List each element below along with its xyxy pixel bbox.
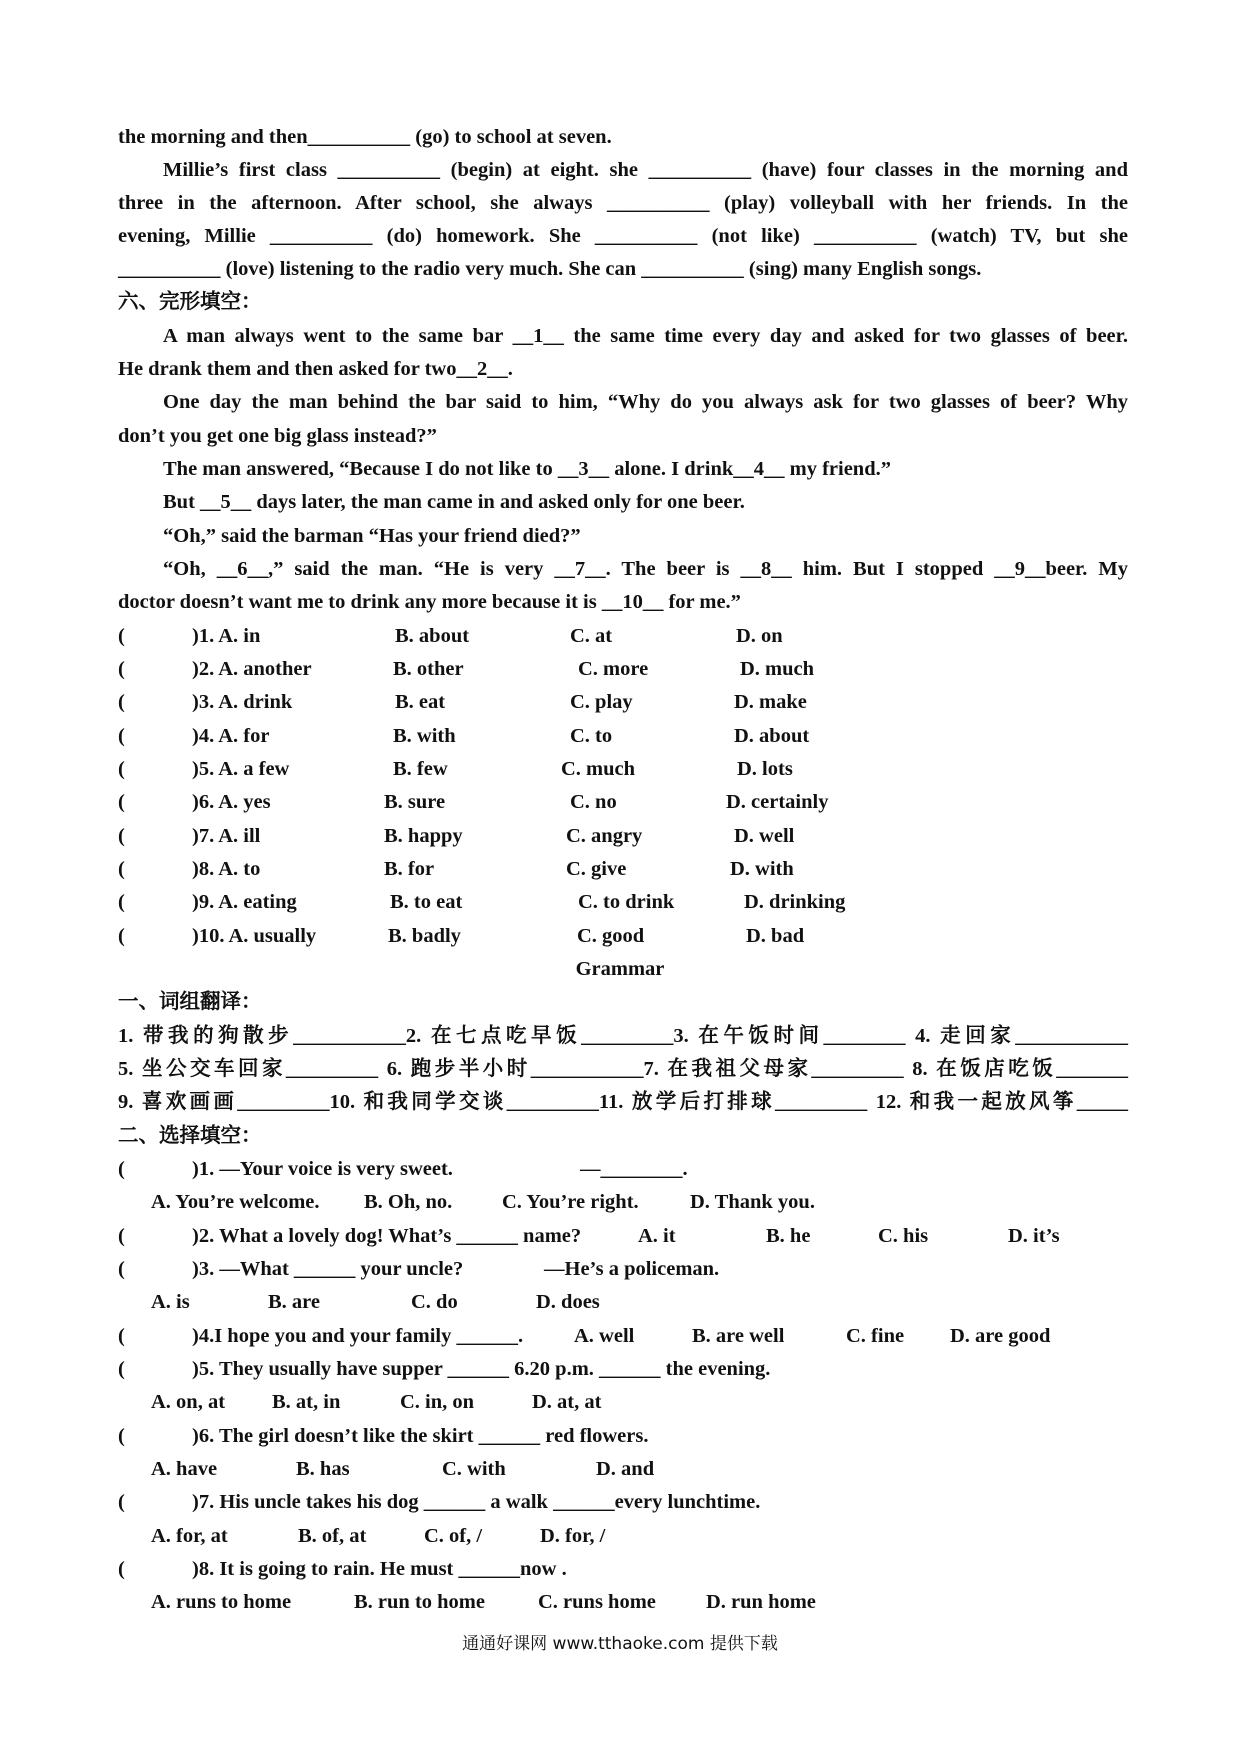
option-d: D. Thank you. xyxy=(690,1191,815,1213)
section-heading-choice: 二、选择填空： xyxy=(118,1125,262,1147)
phrase-line: 9. 喜欢画画_________10. 和我同学交谈_________11. 放学后打排球_________ 12. 和我一起放风筝_____ xyxy=(118,1091,1128,1113)
option-a: A. on, at xyxy=(151,1391,226,1413)
option-b: B. badly xyxy=(388,925,461,947)
option-c: C. angry xyxy=(566,825,643,847)
question-tail: —He’s a policeman. xyxy=(544,1258,720,1280)
option-d: D. drinking xyxy=(744,891,846,913)
cloze-line: “Oh, __6__,” said the man. “He is very __7__. The beer is __8__ him. But I stopped __9__beer. My xyxy=(163,558,1128,580)
option-a: )1. A. in xyxy=(192,625,261,647)
option-c: C. give xyxy=(566,858,627,880)
question-text: )4.I hope you and your family ______. xyxy=(192,1325,524,1347)
answer-paren: ( xyxy=(118,791,125,813)
option-d: D. it’s xyxy=(1008,1225,1060,1247)
answer-paren: ( xyxy=(118,1425,125,1447)
grammar-title: Grammar xyxy=(575,958,665,980)
question-text: )2. What a lovely dog! What’s ______ name? xyxy=(192,1225,582,1247)
question-tail: —________. xyxy=(580,1158,688,1180)
option-b: B. for xyxy=(384,858,435,880)
option-c: C. at xyxy=(570,625,613,647)
option-c: C. no xyxy=(570,791,617,813)
section-heading-phrases: 一、词组翻译： xyxy=(118,991,262,1013)
answer-paren: ( xyxy=(118,1491,125,1513)
option-d: D. are good xyxy=(950,1325,1051,1347)
option-d: D. on xyxy=(736,625,783,647)
option-c: C. You’re right. xyxy=(502,1191,639,1213)
cloze-line: A man always went to the same bar __1__ the same time every day and asked for two glasses of beer. xyxy=(163,325,1128,347)
passage-line: the morning and then__________ (go) to school at seven. xyxy=(118,126,612,148)
answer-paren: ( xyxy=(118,691,125,713)
option-b: B. are well xyxy=(692,1325,785,1347)
option-a: A. is xyxy=(151,1291,190,1313)
answer-paren: ( xyxy=(118,758,125,780)
answer-paren: ( xyxy=(118,1225,125,1247)
option-c: C. to xyxy=(570,725,613,747)
option-d: D. for, / xyxy=(540,1525,606,1547)
option-b: B. he xyxy=(766,1225,811,1247)
option-b: B. few xyxy=(393,758,448,780)
option-b: B. run to home xyxy=(354,1591,485,1613)
question-text: )1. —Your voice is very sweet. xyxy=(192,1158,453,1180)
option-d: D. certainly xyxy=(726,791,829,813)
answer-paren: ( xyxy=(118,925,125,947)
answer-paren: ( xyxy=(118,825,125,847)
question-text: )5. They usually have supper ______ 6.20 p.m. ______ the evening. xyxy=(192,1358,771,1380)
option-c: C. in, on xyxy=(400,1391,475,1413)
answer-paren: ( xyxy=(118,725,125,747)
answer-paren: ( xyxy=(118,1258,125,1280)
option-b: B. to eat xyxy=(390,891,463,913)
option-b: B. with xyxy=(393,725,456,747)
option-d: D. bad xyxy=(746,925,805,947)
passage-line: evening, Millie __________ (do) homework. She __________ (not like) __________ (watch) TV, but she xyxy=(118,225,1128,247)
option-c: C. runs home xyxy=(538,1591,656,1613)
option-b: B. Oh, no. xyxy=(364,1191,453,1213)
option-d: D. about xyxy=(734,725,810,747)
passage-line: Millie’s first class __________ (begin) at eight. she __________ (have) four classes in the morning and xyxy=(163,159,1128,181)
cloze-line: One day the man behind the bar said to him, “Why do you always ask for two glasses of beer? Why xyxy=(163,391,1128,413)
question-text: )8. It is going to rain. He must ______now . xyxy=(192,1558,567,1580)
option-b: B. are xyxy=(268,1291,321,1313)
option-a: )5. A. a few xyxy=(192,758,290,780)
option-b: B. other xyxy=(393,658,464,680)
option-b: B. of, at xyxy=(298,1525,367,1547)
section-heading-cloze: 六、完形填空： xyxy=(118,291,262,313)
option-a: )4. A. for xyxy=(192,725,270,747)
question-text: )7. His uncle takes his dog ______ a walk ______every lunchtime. xyxy=(192,1491,761,1513)
option-d: D. run home xyxy=(706,1591,816,1613)
option-a: )8. A. to xyxy=(192,858,261,880)
cloze-line: The man answered, “Because I do not like to __3__ alone. I drink__4__ my friend.” xyxy=(163,458,891,480)
option-a: )10. A. usually xyxy=(192,925,317,947)
cloze-line: doctor doesn’t want me to drink any more because it is __10__ for me.” xyxy=(118,591,741,613)
phrase-line: 5. 坐公交车回家_________ 6. 跑步半小时___________7. 在我祖父母家_________ 8. 在饭店吃饭_______ xyxy=(118,1058,1128,1080)
option-c: C. fine xyxy=(846,1325,905,1347)
option-c: C. do xyxy=(411,1291,458,1313)
option-a: A. have xyxy=(151,1458,218,1480)
passage-line: three in the afternoon. After school, she always __________ (play) volleyball with her friends. In the xyxy=(118,192,1128,214)
option-d: D. does xyxy=(536,1291,600,1313)
option-b: B. happy xyxy=(384,825,463,847)
option-d: D. with xyxy=(730,858,794,880)
cloze-line: He drank them and then asked for two__2__. xyxy=(118,358,513,380)
option-d: D. well xyxy=(734,825,795,847)
question-text: )6. The girl doesn’t like the skirt ______ red flowers. xyxy=(192,1425,649,1447)
option-b: B. has xyxy=(296,1458,350,1480)
option-a: )6. A. yes xyxy=(192,791,271,813)
answer-paren: ( xyxy=(118,625,125,647)
option-d: D. lots xyxy=(737,758,793,780)
option-d: D. and xyxy=(596,1458,655,1480)
option-b: B. sure xyxy=(384,791,446,813)
option-a: A. it xyxy=(638,1225,676,1247)
passage-line: __________ (love) listening to the radio very much. She can __________ (sing) many English songs. xyxy=(118,258,982,280)
phrase-line: 1. 带我的狗散步___________2. 在七点吃早饭_________3. 在午饭时间________ 4. 走回家___________ xyxy=(118,1025,1128,1047)
answer-paren: ( xyxy=(118,1358,125,1380)
option-c: C. to drink xyxy=(578,891,675,913)
option-b: B. at, in xyxy=(272,1391,341,1413)
answer-paren: ( xyxy=(118,658,125,680)
option-d: D. much xyxy=(740,658,815,680)
option-c: C. good xyxy=(577,925,645,947)
option-b: B. eat xyxy=(395,691,446,713)
option-a: A. runs to home xyxy=(151,1591,292,1613)
option-a: A. for, at xyxy=(151,1525,228,1547)
option-c: C. of, / xyxy=(424,1525,483,1547)
answer-paren: ( xyxy=(118,1558,125,1580)
option-a: )3. A. drink xyxy=(192,691,293,713)
answer-paren: ( xyxy=(118,891,125,913)
option-a: )9. A. eating xyxy=(192,891,297,913)
answer-paren: ( xyxy=(118,1325,125,1347)
option-d: D. make xyxy=(734,691,807,713)
option-a: )7. A. ill xyxy=(192,825,261,847)
cloze-line: But __5__ days later, the man came in and asked only for one beer. xyxy=(163,491,745,513)
page-footer: 通通好课网 www.tthaoke.com 提供下载 xyxy=(462,1634,778,1654)
option-c: C. his xyxy=(878,1225,929,1247)
option-c: C. with xyxy=(442,1458,506,1480)
cloze-line: “Oh,” said the barman “Has your friend died?” xyxy=(163,525,581,547)
option-c: C. much xyxy=(561,758,636,780)
answer-paren: ( xyxy=(118,858,125,880)
option-c: C. play xyxy=(570,691,633,713)
answer-paren: ( xyxy=(118,1158,125,1180)
option-a: )2. A. another xyxy=(192,658,312,680)
question-text: )3. —What ______ your uncle? xyxy=(192,1258,464,1280)
cloze-line: don’t you get one big glass instead?” xyxy=(118,425,437,447)
option-a: A. You’re welcome. xyxy=(151,1191,320,1213)
option-c: C. more xyxy=(578,658,649,680)
option-d: D. at, at xyxy=(532,1391,602,1413)
option-a: A. well xyxy=(574,1325,635,1347)
option-b: B. about xyxy=(395,625,470,647)
